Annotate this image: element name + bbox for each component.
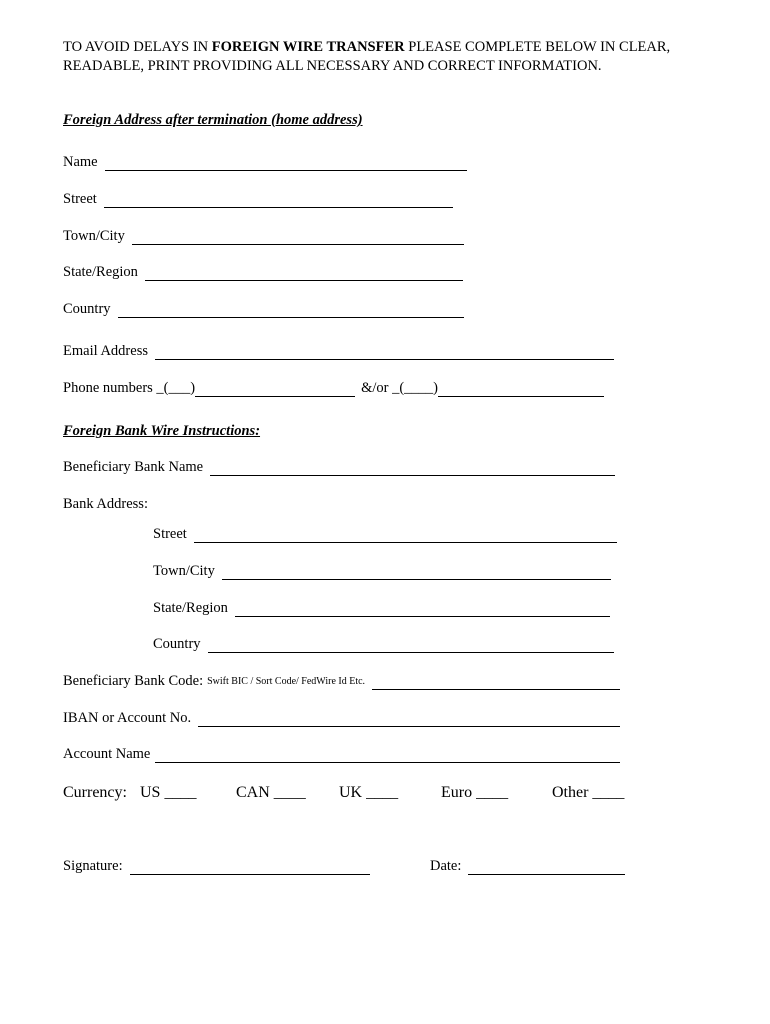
bank-name-label: Beneficiary Bank Name <box>63 459 204 475</box>
bank-address-label: Bank Address: <box>63 496 148 512</box>
bank-heading: Foreign Bank Wire Instructions: <box>63 423 261 439</box>
currency-can-option[interactable]: CAN ____ <box>236 784 306 801</box>
iban-field[interactable] <box>63 710 620 727</box>
bank-town-city-label: Town/City <box>153 563 215 579</box>
bank-code-hint: Swift BIC / Sort Code/ FedWire Id Etc. <box>207 676 366 687</box>
currency-other-option[interactable]: Other ____ <box>552 784 625 801</box>
signature-field[interactable] <box>63 858 370 875</box>
currency-label: Currency: <box>63 784 127 801</box>
name-line[interactable] <box>105 157 467 171</box>
bank-street-line[interactable] <box>194 529 617 543</box>
bank-state-region-label: State/Region <box>153 600 228 616</box>
state-region-line[interactable] <box>145 267 463 281</box>
country-field[interactable] <box>63 301 464 318</box>
bank-country-field[interactable] <box>153 636 614 653</box>
currency-uk-option[interactable]: UK ____ <box>339 784 399 801</box>
currency-euro-option[interactable]: Euro ____ <box>441 784 509 801</box>
bank-name-line[interactable] <box>210 462 615 476</box>
email-line[interactable] <box>155 346 614 360</box>
intro-emphasis: FOREIGN WIRE TRANSFER <box>211 39 405 55</box>
country-line[interactable] <box>118 304 464 318</box>
name-field[interactable] <box>63 154 467 171</box>
phone-label: Phone numbers _(___) <box>63 380 196 396</box>
bank-town-city-line[interactable] <box>222 566 611 580</box>
date-line[interactable] <box>468 861 625 875</box>
bank-name-field[interactable] <box>63 459 615 476</box>
bank-town-city-field[interactable] <box>153 563 611 580</box>
signature-line[interactable] <box>130 861 370 875</box>
account-name-field[interactable] <box>63 746 620 763</box>
email-field[interactable] <box>63 343 614 360</box>
phone-and-or-label: &/or _(____) <box>361 380 439 396</box>
town-city-label: Town/City <box>63 228 125 244</box>
state-region-label: State/Region <box>63 264 138 280</box>
email-label: Email Address <box>63 343 148 359</box>
phone-line-2[interactable] <box>438 383 604 397</box>
street-label: Street <box>63 191 97 207</box>
date-label: Date: <box>430 858 462 874</box>
bank-code-line[interactable] <box>372 676 620 690</box>
intro-prefix: TO AVOID DELAYS IN <box>63 39 212 55</box>
state-region-field[interactable] <box>63 264 463 281</box>
bank-country-line[interactable] <box>208 639 614 653</box>
iban-line[interactable] <box>198 713 620 727</box>
currency-us-option[interactable]: US ____ <box>140 784 197 801</box>
phone-line-1[interactable] <box>195 383 355 397</box>
bank-state-region-line[interactable] <box>235 603 610 617</box>
bank-street-field[interactable] <box>153 526 617 543</box>
town-city-field[interactable] <box>63 228 464 245</box>
name-label: Name <box>63 154 98 170</box>
country-label: Country <box>63 301 111 317</box>
bank-code-label: Beneficiary Bank Code: <box>63 673 204 689</box>
bank-street-label: Street <box>153 526 187 542</box>
iban-label: IBAN or Account No. <box>63 710 192 726</box>
street-field[interactable] <box>63 191 453 208</box>
bank-country-label: Country <box>153 636 201 652</box>
signature-label: Signature: <box>63 858 123 874</box>
account-name-line[interactable] <box>155 749 620 763</box>
intro-suffix: PLEASE COMPLETE BELOW IN CLEAR, READABLE, PRINT PROVIDING ALL NECESSARY AND CORRECT INFORMATION. <box>63 39 671 74</box>
address-heading: Foreign Address after termination (home address) <box>63 112 363 128</box>
town-city-line[interactable] <box>132 231 464 245</box>
street-line[interactable] <box>104 194 453 208</box>
bank-state-region-field[interactable] <box>153 600 610 617</box>
bank-code-field[interactable] <box>63 673 620 690</box>
account-name-label: Account Name <box>63 746 151 762</box>
intro-paragraph <box>63 38 683 76</box>
phone-field[interactable] <box>63 380 604 397</box>
date-field[interactable] <box>430 858 625 875</box>
